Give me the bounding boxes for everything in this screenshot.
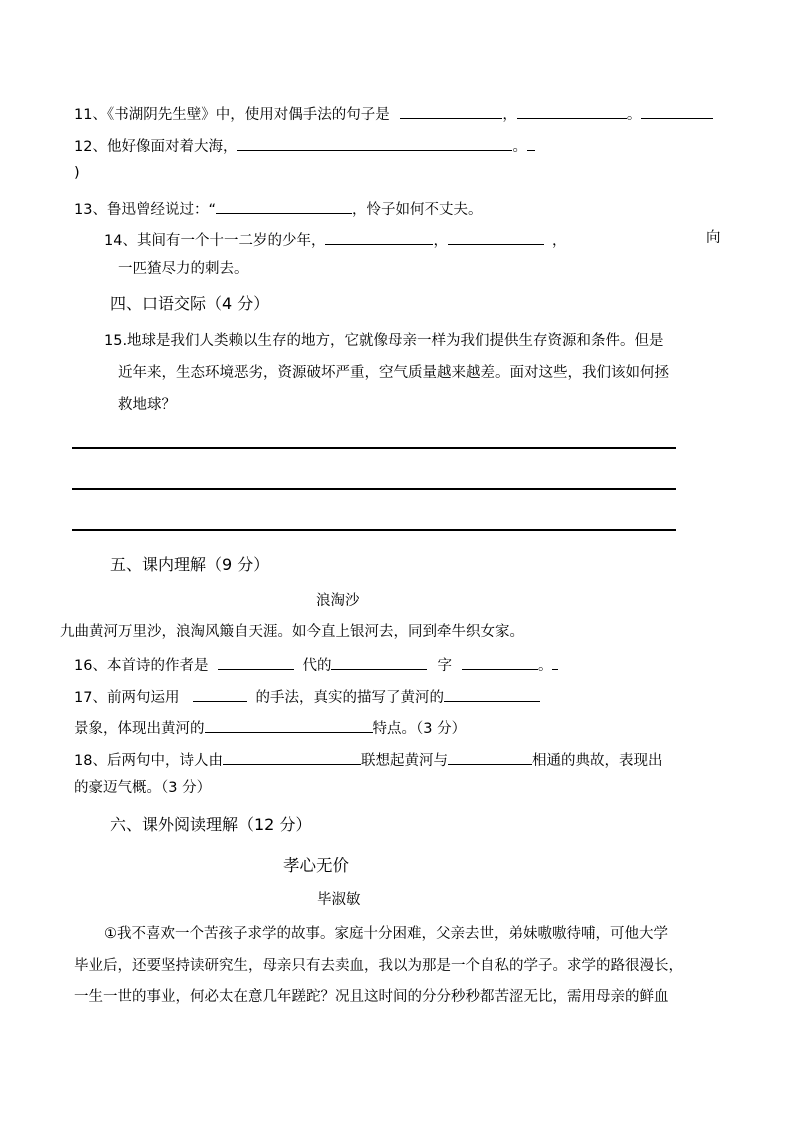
question-12-text: 12、他好像面对着大海，	[74, 139, 238, 155]
article-paragraph-1-line1: ①我不喜欢一个苦孩子求学的故事。家庭十分困难，父亲去世，弟妹嗷嗷待哺，可他大学	[104, 926, 668, 942]
question-11	[74, 102, 713, 125]
answer-blank[interactable]	[462, 653, 538, 670]
stray-paren: )	[74, 165, 80, 181]
question-17-line2	[74, 716, 466, 739]
period: 。	[537, 658, 553, 674]
article-paragraph-1-line2: 毕业后，还要坚持读研究生，母亲只有去卖血，我以为那是一个自私的学子。求学的路很漫长，	[74, 958, 683, 974]
question-18-line2: 的豪迈气概。（3 分）	[74, 780, 212, 796]
question-16-mid2: 字	[437, 658, 452, 674]
question-17-line2b: 特点。（3 分）	[372, 721, 467, 737]
answer-blank[interactable]	[444, 685, 540, 702]
article-author: 毕淑敏	[317, 892, 361, 908]
answer-blank[interactable]	[448, 748, 532, 765]
question-15-line2: 近年来，生态环境恶劣，资源破坏严重，空气质量越来越差。面对这些，我们该如何拯	[118, 365, 669, 381]
answer-writing-line[interactable]	[72, 529, 676, 531]
question-18-suffix: 相通的典故，表现出	[531, 753, 663, 769]
question-17-text: 17、前两句运用	[74, 690, 180, 706]
answer-blank[interactable]	[325, 228, 433, 245]
question-13	[74, 197, 482, 220]
question-13-text: 13、鲁迅曾经说过：“	[74, 202, 216, 218]
article-title: 孝心无价	[283, 856, 349, 875]
period: 。	[626, 107, 642, 123]
question-16-mid1: 代的	[302, 658, 332, 674]
answer-blank[interactable]	[641, 102, 713, 119]
question-16-text: 16、本首诗的作者是	[74, 658, 209, 674]
answer-blank[interactable]	[400, 102, 502, 119]
answer-blank[interactable]	[448, 228, 544, 245]
answer-blank[interactable]	[216, 197, 352, 214]
question-16	[74, 653, 558, 676]
answer-blank[interactable]	[223, 748, 361, 765]
question-17-mid: 的手法，真实的描写了黄河的	[255, 690, 444, 706]
period: 。	[512, 139, 527, 155]
article-paragraph-1-line3: 一生一世的事业，何必太在意几年蹉跎？况且这时间的分分秒秒都苦涩无比，需用母亲的鲜血	[74, 989, 669, 1005]
answer-writing-line[interactable]	[72, 447, 676, 449]
question-15-line1: 15.地球是我们人类赖以生存的地方，它就像母亲一样为我们提供生存资源和条件。但是	[104, 333, 664, 349]
comma: ，	[551, 233, 567, 249]
answer-blank[interactable]	[205, 716, 373, 733]
question-14-line2: 一匹猹尽力的刺去。	[118, 261, 249, 277]
question-18	[74, 748, 662, 771]
answer-writing-line[interactable]	[72, 488, 676, 490]
answer-blank[interactable]	[218, 653, 294, 670]
question-14-tail: 向	[706, 230, 721, 246]
question-12	[74, 134, 535, 157]
question-13-suffix: ，怜子如何不丈夫。	[351, 202, 483, 218]
question-14-text: 14、其间有一个十一二岁的少年，	[104, 233, 326, 249]
question-11-text: 11、《书湖阴先生壁》中，使用对偶手法的句子是	[74, 107, 390, 123]
question-17-line2a: 景象，体现出黄河的	[74, 721, 205, 737]
answer-blank[interactable]	[331, 653, 427, 670]
answer-blank[interactable]	[237, 134, 512, 151]
question-18-text: 18、后两句中，诗人由	[74, 753, 223, 769]
question-17	[74, 685, 540, 708]
poem-title: 浪淘沙	[316, 593, 360, 609]
poem-text: 九曲黄河万里沙，浪淘风簸自天涯。如今直上银河去，同到牵牛织女家。	[60, 624, 524, 640]
section-6-heading: 六、课外阅读理解（12 分）	[110, 815, 312, 834]
section-4-heading: 四、口语交际（4 分）	[110, 294, 270, 313]
question-15-line3: 救地球？	[118, 397, 176, 413]
answer-blank[interactable]	[552, 653, 558, 670]
answer-blank[interactable]	[193, 685, 247, 702]
answer-blank[interactable]	[517, 102, 627, 119]
question-14	[104, 228, 566, 251]
comma: ，	[433, 233, 448, 249]
answer-blank[interactable]	[527, 134, 535, 151]
question-18-mid: 联想起黄河与	[360, 753, 448, 769]
section-5-heading: 五、课内理解（9 分）	[110, 555, 270, 574]
comma: ，	[502, 107, 517, 123]
